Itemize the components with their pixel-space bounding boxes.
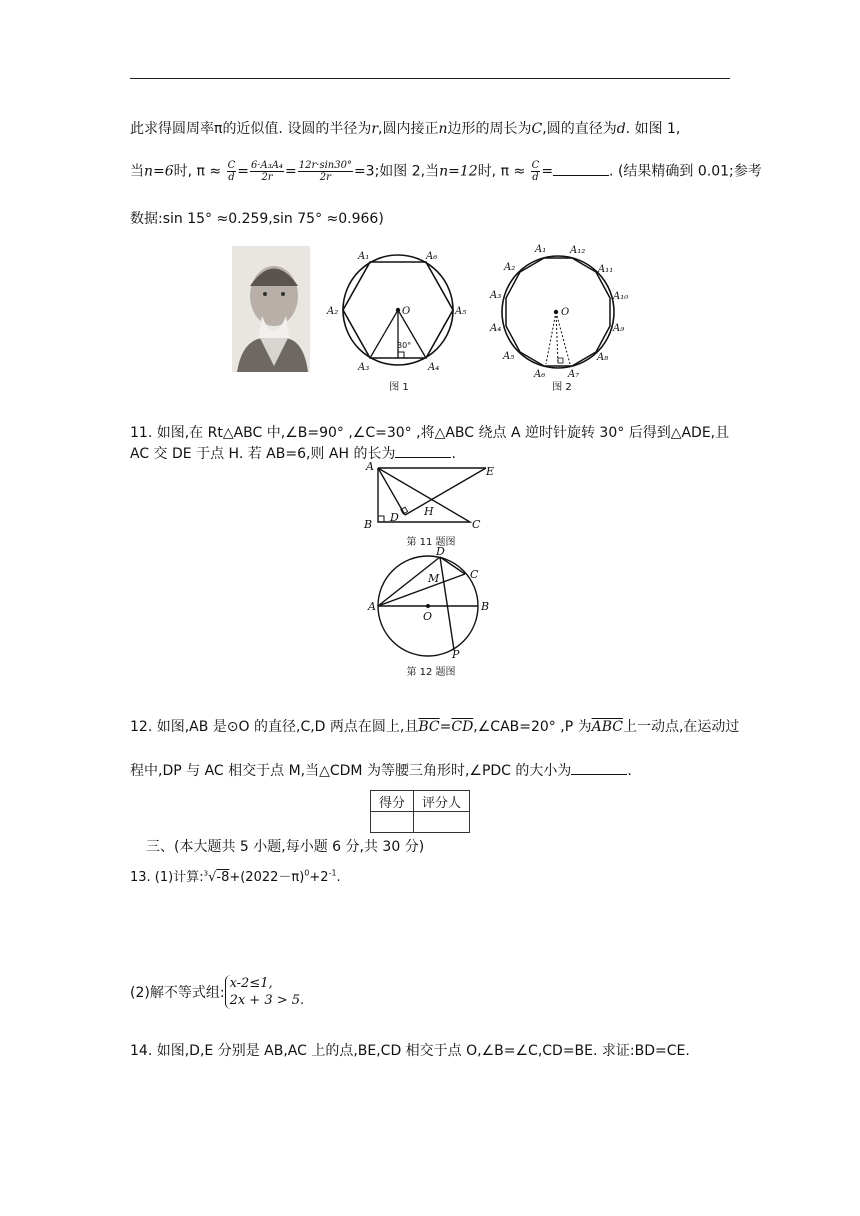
figure-q12-caption: 第 12 题图 <box>406 667 456 678</box>
grader-cell[interactable] <box>414 812 470 833</box>
label-h: H <box>424 505 434 518</box>
label-o: O <box>402 306 411 317</box>
section-3-heading: 三、(本大题共 5 小题,每小题 6 分,共 30 分) <box>146 839 425 855</box>
portrait-image <box>232 246 310 372</box>
label-30deg: 30° <box>397 341 412 350</box>
label-a11: A₁₁ <box>598 264 614 275</box>
label-d: D <box>436 546 445 558</box>
label-o: O <box>561 307 570 318</box>
label-a10: A₁₀ <box>613 291 629 302</box>
figure-1-hexagon <box>322 244 472 374</box>
figure-1-caption: 图 1 <box>389 382 409 393</box>
figure-q12 <box>366 546 494 658</box>
fraction-c-over-d: $\frac{C}{d}$ <box>227 160 236 183</box>
score-table <box>370 790 470 833</box>
label-a7: A₇ <box>568 369 580 380</box>
label-p: P <box>452 648 460 658</box>
label-a3: A₃ <box>358 362 370 373</box>
question-13-part-1: 13. (1)计算$:^3√-8+(2022-\pi)^0+2^{-1}$. <box>130 868 341 885</box>
label-a4: A₄ <box>428 362 440 373</box>
question-11-line-2: AC 交 DE 于点 H. 若 AB=6,则 AH 的长为 . <box>130 446 456 462</box>
label-m: M <box>428 572 440 585</box>
question-12-line-2: 程中,DP 与 AC 相交于点 M,当△CDM 为等腰三角形时,∠PDC 的大小为 . <box>130 763 632 779</box>
fraction-sine: $\frac{12r\cdot\sin 30^\circ}{2r}$ <box>298 160 352 183</box>
figure-q11-caption: 第 11 题图 <box>406 537 456 548</box>
label-a1: A₁ <box>358 251 370 262</box>
label-d: D <box>390 511 399 524</box>
paragraph-line-3: 数据:sin 15° ≈0.259,sin 75° ≈0.966) <box>130 211 384 227</box>
inequality-system: x-2≤1, 2x + 3 > 5. <box>225 975 305 1009</box>
label-e: E <box>486 465 495 478</box>
grader-header: 评分人 <box>414 791 470 812</box>
arc-abc: $\overline{ABC}$ <box>591 719 623 735</box>
score-cell[interactable] <box>371 812 414 833</box>
arc-cd: $\overline{CD}$ <box>451 719 474 735</box>
label-a: A <box>368 600 376 613</box>
answer-blank-12 <box>571 762 627 775</box>
label-a3: A₃ <box>490 290 502 301</box>
label-a5: A₅ <box>455 306 467 317</box>
label-a6: A₆ <box>534 369 546 380</box>
paragraph-line-1: 此求得圆周率π的近似值. 设圆的半径为r,圆内接正n边形的周长为C,圆的直径为d. 如图 1, <box>130 121 681 137</box>
label-a: A <box>366 460 374 473</box>
label-a2: A₂ <box>327 306 339 317</box>
figure-2-dodecagon <box>482 236 634 380</box>
label-a5: A₅ <box>503 351 515 362</box>
question-12-line-1: 12. 如图,AB 是⊙O 的直径,C,D 两点在圆上,且$\overline{BC}=\overline{CD},\angle CAB=20^\circ$ ,P 为$\overline{ABC}$上一动点,在运动过 <box>130 719 740 735</box>
answer-blank-10 <box>553 163 609 176</box>
question-11-line-1: 11. 如图,在 Rt△ABC 中,∠B=90° ,∠C=30° ,将△ABC 绕点 A 逆时针旋转 30° 后得到△ADE,且 <box>130 425 730 441</box>
label-a9: A₉ <box>613 323 625 334</box>
figure-2-caption: 图 2 <box>552 382 572 393</box>
figure-q11 <box>358 458 502 534</box>
fraction-perimeter: $\frac{\text{6·A₃A₄}}{2r}$ <box>251 160 284 183</box>
label-o: O <box>423 610 433 623</box>
label-c: C <box>470 568 479 581</box>
question-14: 14. 如图,D,E 分别是 AB,AC 上的点,BE,CD 相交于点 O,∠B=∠C,CD=BE. 求证:BD=CE. <box>130 1043 690 1059</box>
label-a4: A₄ <box>490 323 502 334</box>
label-a2: A₂ <box>504 262 516 273</box>
label-a8: A₈ <box>597 352 609 363</box>
label-b: B <box>364 518 373 531</box>
label-a6: A₆ <box>426 251 438 262</box>
header-rule <box>130 78 730 79</box>
label-a12: A₁₂ <box>570 245 586 256</box>
label-c: C <box>472 518 481 531</box>
arc-bc: $\overline{BC}$ <box>418 719 440 735</box>
label-a1: A₁ <box>535 244 547 255</box>
paragraph-line-2: 当n=6时, π ≈ $\frac{C}{d}$ = $\frac{\text{6·A₃A₄}}{2r}$ = $\frac{12r\cdot\sin 30^\circ}{2r}$ =3;如图 2,当n=12时, π ≈ $\frac{C}{d}$ = . (结果精确到 0.01;参考 <box>130 160 762 183</box>
fraction-c-over-d-2: $\frac{C}{d}$ <box>531 160 540 183</box>
answer-blank-11 <box>395 445 451 458</box>
label-b: B <box>481 600 490 613</box>
question-13-part-2: (2)解不等式组: x-2≤1, 2x + 3 > 5. <box>130 976 305 1008</box>
score-header: 得分 <box>371 791 414 812</box>
